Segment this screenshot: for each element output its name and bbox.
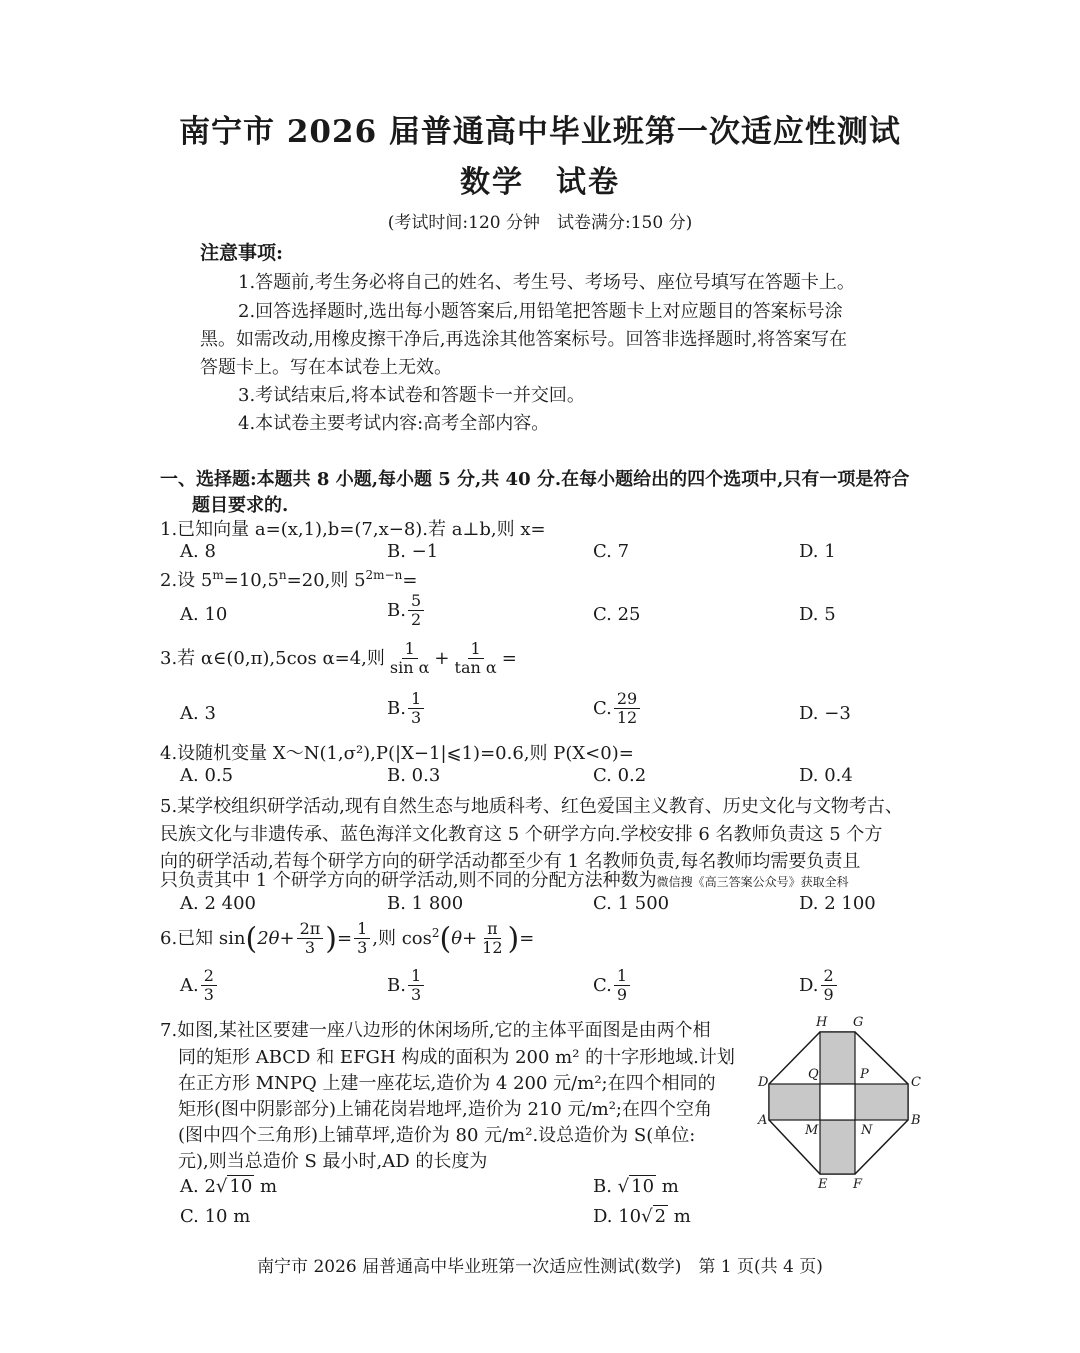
q6-arg2-pre: θ+ [451,927,478,949]
q3-option-c-num: 29 [614,690,640,709]
label-f: F [853,1177,863,1192]
q2-option-d: D. 5 [799,604,836,625]
q7-option-b-pre: B. [593,1176,618,1197]
q6-option-a-den: 3 [203,985,214,1005]
q6-arg2-frac [479,920,505,958]
q1-stem: 1.已知向量 a=(x,1),b=(7,x−8).若 a⊥b,则 x= [160,519,546,540]
q7-figure [755,1012,925,1192]
page-title: 南宁市 2026 届普通高中毕业班第一次适应性测试 [179,114,901,150]
q3-option-b-num: 1 [408,690,424,709]
q7-option-a: A. 2√ 10 m [180,1176,278,1197]
q3-option-d: D. −3 [799,703,851,724]
q7-option-d: D. 10√ 2 m [593,1206,691,1227]
q6-stem-end: = [519,927,535,949]
q2-option-b-frac [408,592,424,630]
q2-option-b [387,592,426,630]
notice-item-4: 4.本试卷主要考试内容:高考全部内容。 [238,413,550,434]
label-g: G [853,1015,864,1030]
q6-rhs-num: 1 [354,920,370,939]
notice-heading: 注意事项: [200,242,284,264]
q6-arg2-den: 12 [482,938,503,958]
q7-option-a-radicand: 10 [229,1176,253,1197]
q2-stem-pre: 2.设 5 [160,570,213,591]
q6-option-d-frac [821,967,837,1005]
center-square [820,1084,855,1120]
q7-option-c: C. 10 m [180,1206,251,1227]
q6-option-d-num: 2 [821,967,837,986]
q3-option-c [593,690,642,728]
q3-frac-2-den: tan α [454,658,497,678]
q7-option-a-pre: A. 2 [180,1176,216,1197]
q5-line-1: 5.某学校组织研学活动,现有自然生态与地质科考、红色爱国主义教育、历史文化与文物考古、 [160,796,903,817]
q6-eq: = [337,927,353,949]
label-d: D [758,1075,769,1090]
q2-exp-n: n [278,568,287,582]
notice-item-2-end: 答题卡上。写在本试卷上无效。 [200,357,452,378]
label-b: B [911,1113,921,1128]
page-footer: 南宁市 2026 届普通高中毕业班第一次适应性测试(数学) 第 1 页(共 4 页) [257,1257,823,1277]
q2-option-b-num: 5 [408,592,424,611]
q5-watermark: 微信搜《高三答案公众号》获取全科 [656,875,849,889]
q3-option-b-den: 3 [410,708,422,728]
q3-frac-1 [387,640,433,678]
q7-line-3: 在正方形 MNPQ 上建一座花坛,造价为 4 200 元/m²;在四个相同的 [178,1073,716,1094]
q7-line-4: 矩形(图中阴影部分)上铺花岗岩地坪,造价为 210 元/m²;在四个空角 [178,1099,712,1120]
label-e: E [818,1177,828,1192]
q6-option-b-den: 3 [410,985,422,1005]
label-n: N [861,1123,873,1138]
q6-option-d [799,967,839,1005]
q1-option-c: C. 7 [593,541,630,562]
q7-line-6: 元),则当总造价 S 最小时,AD 的长度为 [178,1151,488,1172]
q6-paren-open-2: ( [439,921,452,957]
q6-option-b-label: B. [387,974,406,996]
q4-option-b: B. 0.3 [387,765,441,786]
q2-exp-m: m [212,568,224,582]
notice-item-1: 1.答题前,考生务必将自己的姓名、考生号、考场号、座位号填写在答题卡上。 [238,272,855,293]
q6-paren-close-1: ) [325,921,337,957]
q4-option-a: A. 0.5 [180,765,234,786]
q6-rhs-frac [354,920,370,958]
notice-item-2-cont: 黑。如需改动,用橡皮擦干净后,再选涂其他答案标号。回答非选择题时,将答案写在 [200,329,848,350]
q6-arg1-pre: 2θ+ [257,927,295,949]
q6-stem [160,920,534,958]
q6-arg1-frac [297,920,324,958]
q6-arg1-den: 3 [304,938,316,958]
q5-option-d: D. 2 100 [799,893,876,914]
q2-exp-2mn: 2m−n [365,568,403,582]
label-q: Q [808,1067,819,1082]
q3-plus: + [434,647,450,669]
label-a: A [758,1113,768,1128]
q4-stem: 4.设随机变量 X～N(1,σ²),P(|X−1|⩽1)=0.6,则 P(X<0)= [160,743,634,764]
q5-option-a: A. 2 400 [180,893,256,914]
q3-frac-1-num: 1 [402,640,418,659]
q6-stem-pre: 6.已知 sin [160,927,246,949]
q6-arg2-num: π [484,920,501,939]
q6-option-c-den: 9 [616,985,628,1005]
q5-line-2: 民族文化与非遗传承、蓝色海洋文化教育这 5 个研学方向.学校安排 6 名教师负责这 5 个方 [160,824,883,845]
q7-line-2: 同的矩形 ABCD 和 EFGH 构成的面积为 200 m² 的十字形地域.计划 [178,1047,735,1068]
q7-option-d-pre: D. 10 [593,1206,642,1227]
q2-option-a: A. 10 [180,604,228,625]
q3-stem [160,640,517,678]
q6-arg1-num: 2π [297,920,324,939]
q6-option-a [180,967,219,1005]
notice-item-3: 3.考试结束后,将本试卷和答题卡一并交回。 [238,385,585,406]
q2-option-b-label: B. [387,599,406,621]
q1-option-d: D. 1 [799,541,836,562]
q2-stem [160,566,417,592]
q6-option-c [593,967,632,1005]
notice-item-2: 2.回答选择题时,选出每小题答案后,用铅笔把答题卡上对应题目的答案标号涂 [238,301,843,322]
q3-stem-end: = [501,647,517,669]
q3-option-b-frac [408,690,424,728]
q6-option-d-label: D. [799,974,819,996]
subject-title: 数学 试卷 [460,165,620,200]
q5-line-3: 向的研学活动,若每个研学方向的研学活动都至少有 1 名教师负责,每名教师均需要负责且 [160,851,861,872]
q7-option-b: B. √ 10 m [593,1176,679,1197]
section-heading: 一、选择题:本题共 8 小题,每小题 5 分,共 40 分.在每小题给出的四个选项中,只有一项是符合 [160,469,910,490]
q2-option-b-den: 2 [410,610,422,630]
label-c: C [911,1075,921,1090]
shaded-rect-left [769,1084,820,1120]
q5-option-b: B. 1 800 [387,893,464,914]
q6-option-c-frac [614,967,630,1005]
label-p: P [860,1067,869,1082]
q6-option-c-label: C. [593,974,612,996]
shaded-rect-top [820,1032,855,1084]
q6-option-d-den: 9 [823,985,834,1005]
q7-option-d-radicand: 2 [654,1206,667,1227]
shaded-rect-right [855,1084,908,1120]
label-m: M [805,1123,819,1138]
q2-option-c: C. 25 [593,604,641,625]
q3-frac-2-num: 1 [468,640,484,659]
q6-square: 2 [431,925,440,940]
q3-option-b-label: B. [387,697,406,719]
q6-option-b-frac [408,967,424,1005]
q6-paren-close-2: ) [507,921,520,957]
shaded-rect-bottom [820,1120,855,1174]
q6-option-a-num: 2 [201,967,217,986]
q2-stem-end: = [402,570,418,591]
q5-option-c: C. 1 500 [593,893,670,914]
q2-stem-mid2: =20,则 5 [286,570,366,591]
q5-line-4 [160,866,849,892]
q3-stem-pre: 3.若 α∈(0,π),5cos α=4,则 [160,647,385,669]
q4-option-c: C. 0.2 [593,765,647,786]
q3-frac-2 [452,640,500,678]
q3-frac-1-den: sin α [389,658,430,678]
q6-rhs-den: 3 [357,938,368,958]
q3-option-c-den: 12 [616,708,638,728]
q2-stem-mid1: =10,5 [223,570,279,591]
q6-option-b [387,967,426,1005]
q7-line-1: 7.如图,某社区要建一座八边形的休闲场所,它的主体平面图是由两个相 [160,1020,711,1041]
q6-paren-open-1: ( [245,921,258,957]
q6-option-b-num: 1 [408,967,424,986]
q3-option-c-frac [614,690,640,728]
q7-option-b-radicand: 10 [631,1176,655,1197]
q7-option-b-unit: m [656,1176,679,1197]
q6-stem-mid: ,则 cos [372,927,432,949]
label-h: H [816,1015,828,1030]
q3-option-a: A. 3 [180,703,216,724]
q4-option-d: D. 0.4 [799,765,853,786]
q7-option-a-unit: m [254,1176,278,1197]
q6-option-a-frac [201,967,217,1005]
q5-line-4-text: 只负责其中 1 个研学方向的研学活动,则不同的分配方法种数为 [160,870,657,891]
q7-line-5: (图中四个三角形)上铺草坪,造价为 80 元/m².设总造价为 S(单位: [178,1125,696,1146]
q1-option-a: A. 8 [180,541,216,562]
q7-option-d-unit: m [668,1206,691,1227]
q6-option-c-num: 1 [614,967,630,986]
q1-option-b: B. −1 [387,541,439,562]
exam-info: (考试时间:120 分钟 试卷满分:150 分) [387,213,693,233]
q3-option-c-label: C. [593,697,612,719]
section-heading-cont: 题目要求的. [192,495,289,516]
q3-option-b [387,690,426,728]
q6-option-a-label: A. [180,974,199,996]
